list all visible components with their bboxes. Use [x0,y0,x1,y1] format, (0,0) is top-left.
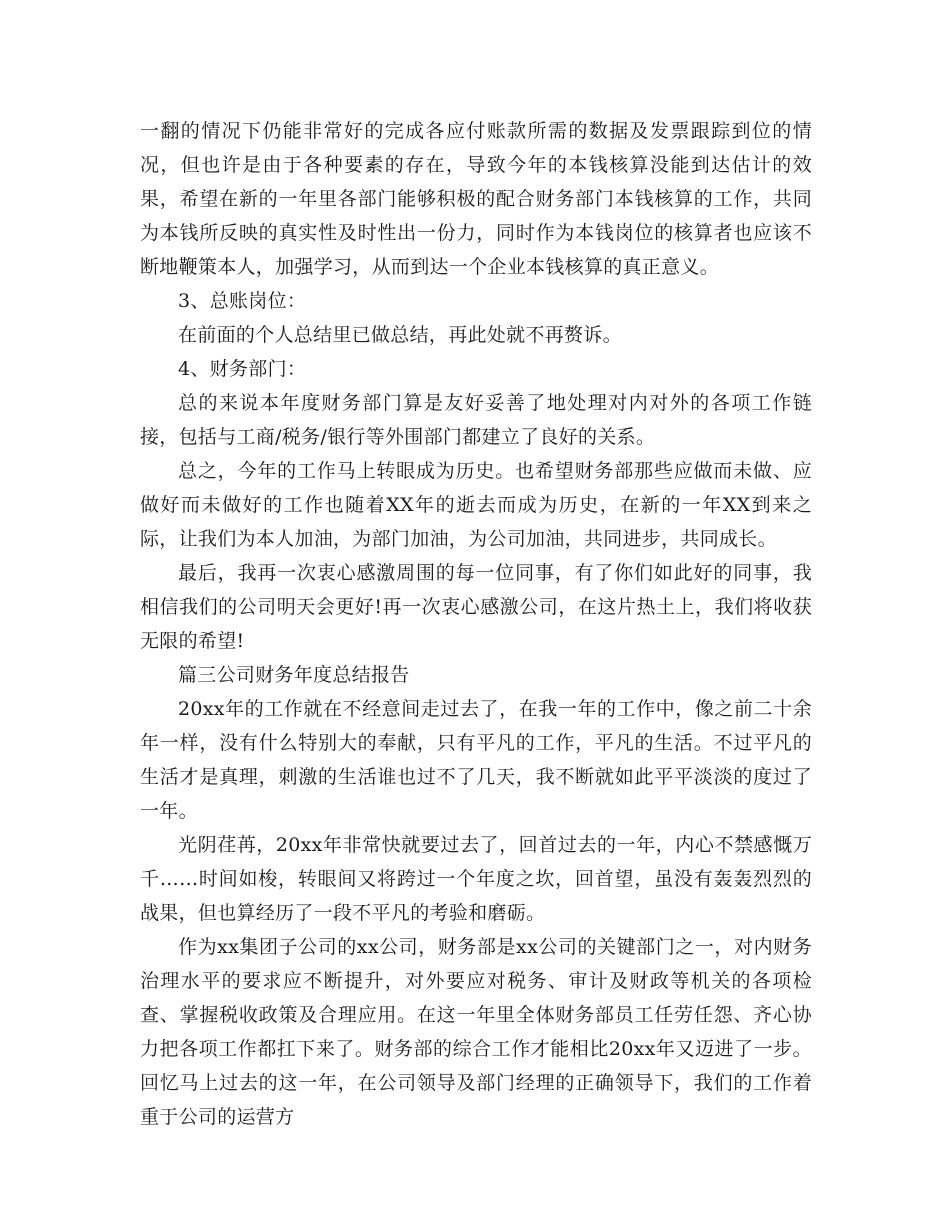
paragraph-finance-department: 总的来说本年度财务部门算是友好妥善了地处理对内对外的各项工作链接，包括与工商/税务/银行等外围部门都建立了良好的关系。 [140,392,812,448]
heading-finance-department: 4、财务部门： [178,358,307,380]
document-body [140,114,812,1134]
paragraph-cost-accounting-continued: 一翻的情况下仍能非常好的完成各应付账款所需的数据及发票跟踪到位的情况，但也许是由于各种要素的存在，导致今年的本钱核算没能到达估计的效果，希望在新的一年里各部门能够积极的配合财务部门本钱核算的工作，共同为本钱所反映的真实性及时性出一份力，同时作为本钱岗位的核算者也应该不断地鞭策本人，加强学习，从而到达一个企业本钱核算的真正意义。 [140,120,812,278]
heading-general-ledger: 3、总账岗位： [178,290,307,312]
paragraph-department-role: 作为xx集团子公司的xx公司，财务部是xx公司的关键部门之一，对内财务治理水平的要求应不断提升，对外要应对税务、审计及财政等机关的各项检查、掌握税收政策及合理应用。在这一年里全体财务部员工任劳任怨、齐心协力把各项工作都扛下来了。财务部的综合工作才能相比20xx年又迈进了一步。回忆马上过去的这一年，在公司领导及部门经理的正确领导下，我们的工作着重于公司的运营方 [140,936,812,1128]
paragraph-time-passing: 光阴荏苒，20xx年非常快就要过去了，回首过去的一年，内心不禁感慨万千……时间如梭，转眼间又将跨过一个年度之坎，回首望，虽没有轰轰烈烈的战果，但也算经历了一段不平凡的考验和磨砺。 [140,834,812,924]
section-title-part-three: 篇三公司财务年度总结报告 [178,664,410,686]
paragraph-summary: 总之，今年的工作马上转眼成为历史。也希望财务部那些应做而未做、应做好而未做好的工作也随着XX年的逝去而成为历史，在新的一年XX到来之际，让我们为本人加油，为部门加油，为公司加油，共同进步，共同成长。 [140,460,812,550]
paragraph-year-review: 20xx年的工作就在不经意间走过去了，在我一年的工作中，像之前二十余年一样，没有什么特别大的奉献，只有平凡的工作，平凡的生活。不过平凡的生活才是真理，刺激的生活谁也过不了几天，我不断就如此平平淡淡的度过了一年。 [140,698,812,822]
paragraph-closing-thanks: 最后，我再一次衷心感激周围的每一位同事，有了你们如此好的同事，我相信我们的公司明天会更好!再一次衷心感激公司，在这片热土上，我们将收获无限的希望! [140,562,812,652]
paragraph-general-ledger: 在前面的个人总结里已做总结，再此处就不再赘诉。 [178,324,622,346]
